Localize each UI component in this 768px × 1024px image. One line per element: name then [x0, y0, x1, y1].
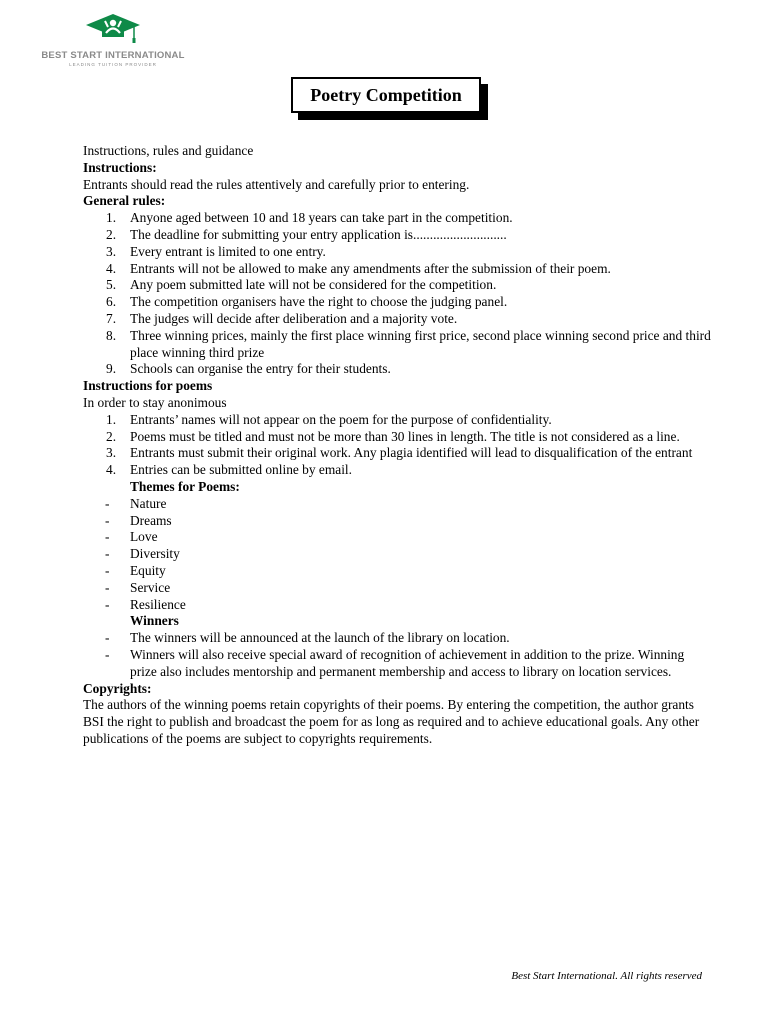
list-item: - Love — [105, 529, 158, 545]
list-item — [83, 412, 713, 429]
list-item-text: Poems must be titled and must not be more than 30 lines in length. The title is not considered as a line. — [130, 428, 680, 444]
list-item — [83, 445, 713, 462]
list-item: - Resilience — [105, 596, 186, 612]
list-item — [83, 210, 713, 227]
winners-item: Winners will also receive special award of recognition of achievement in addition to the prize. Winning prize also includes mentorship and permanent membership and access to library on location services. — [130, 646, 685, 679]
poem-instructions-subtext: In order to stay anonimous — [83, 394, 227, 410]
instructions-text: Entrants should read the rules attentively and carefully prior to entering. — [83, 176, 470, 192]
winners-list — [83, 630, 713, 680]
list-number: 5. — [106, 277, 117, 293]
theme-item: Resilience — [130, 596, 186, 612]
intro-text: Instructions, rules and guidance — [83, 143, 254, 158]
list-number: 4. — [106, 462, 117, 478]
theme-item: Nature — [130, 495, 167, 511]
company-logo — [38, 12, 188, 68]
list-item-text: The deadline for submitting your entry application is............................ — [130, 226, 507, 242]
logo-company-name: BEST START INTERNATIONAL — [41, 50, 185, 61]
list-item — [83, 294, 713, 311]
list-number: 6. — [106, 294, 117, 310]
poem-instructions-heading: Instructions for poems — [83, 378, 213, 394]
page-title: Poetry Competition — [310, 84, 462, 105]
copyrights-text: The authors of the winning poems retain copyrights of their poems. By entering the competition, the author grants BSI the right to publish and broadcast the poem for as long as required and to achieve educational goals. Any other publications of the poems are subject to copyrights requirements. — [83, 697, 700, 746]
list-number: 9. — [106, 361, 117, 377]
list-number: 3. — [106, 445, 117, 461]
list-item-text: Entrants’ names will not appear on the poem for the purpose of confidentiality. — [130, 411, 552, 427]
list-number: 2. — [106, 226, 117, 242]
list-item-text: Entrants will not be allowed to make any amendments after the submission of their poem. — [130, 260, 611, 276]
list-item-text: The competition organisers have the right to choose the judging panel. — [130, 294, 508, 310]
list-item-text: Anyone aged between 10 and 18 years can take part in the competition. — [130, 210, 513, 226]
list-item — [83, 227, 713, 244]
list-item: - Equity — [105, 562, 166, 578]
general-rules-heading: General rules: — [83, 193, 166, 209]
document-body — [83, 143, 713, 748]
title-box — [291, 77, 481, 113]
theme-item: Dreams — [130, 512, 172, 528]
list-item — [83, 261, 713, 278]
themes-list — [83, 496, 713, 614]
list-item-text: Three winning prices, mainly the first place winning first price, second place winning second price and third place winning third prize — [130, 327, 711, 360]
list-number: 8. — [106, 327, 117, 343]
list-item-text: Any poem submitted late will not be considered for the competition. — [130, 277, 497, 293]
list-item — [83, 361, 713, 378]
list-item-text: Entrants must submit their original work. Any plagia identified will lead to disqualification of the entrant — [130, 445, 693, 461]
list-item-text: The judges will decide after deliberation and a majority vote. — [130, 310, 458, 326]
list-number: 1. — [106, 210, 117, 226]
list-item-text: Every entrant is limited to one entry. — [130, 243, 326, 259]
list-item — [83, 311, 713, 328]
list-item — [83, 429, 713, 446]
theme-item: Diversity — [130, 546, 180, 562]
graduation-cap-person-icon — [84, 12, 142, 48]
list-item: - Diversity — [105, 546, 180, 562]
list-item — [83, 277, 713, 294]
list-number: 7. — [106, 310, 117, 326]
list-item — [83, 462, 713, 479]
list-item: - The winners will be announced at the launch of the library on location. — [105, 630, 510, 646]
themes-heading: Themes for Poems: — [130, 478, 240, 494]
copyrights-heading: Copyrights: — [83, 680, 152, 696]
list-item-text: Schools can organise the entry for their students. — [130, 361, 391, 377]
list-number: 2. — [106, 428, 117, 444]
list-item-text: Entries can be submitted online by email. — [130, 462, 353, 478]
theme-item: Service — [130, 579, 171, 595]
theme-item: Equity — [130, 562, 166, 578]
list-item: - Service — [105, 579, 171, 595]
theme-item: Love — [130, 529, 158, 545]
instructions-heading: Instructions: — [83, 159, 157, 175]
winners-item: The winners will be announced at the launch of the library on location. — [130, 630, 510, 646]
footer-text: Best Start International. All rights reserved — [511, 970, 702, 982]
list-number: 1. — [106, 411, 117, 427]
list-item: - Nature — [105, 495, 167, 511]
list-item — [83, 328, 713, 362]
poem-instructions-list — [83, 412, 713, 479]
list-item: - Dreams — [105, 512, 172, 528]
list-number: 3. — [106, 243, 117, 259]
list-item — [83, 244, 713, 261]
list-number: 4. — [106, 260, 117, 276]
logo-tagline: LEADING TUITION PROVIDER — [69, 62, 157, 67]
list-item: - Winners will also receive special award of recognition of achievement in addition to the prize. Winning prize also includes mentorship and permanent membership and access to library on location services. — [105, 646, 685, 679]
winners-heading: Winners — [130, 613, 179, 629]
general-rules-list — [83, 210, 713, 378]
